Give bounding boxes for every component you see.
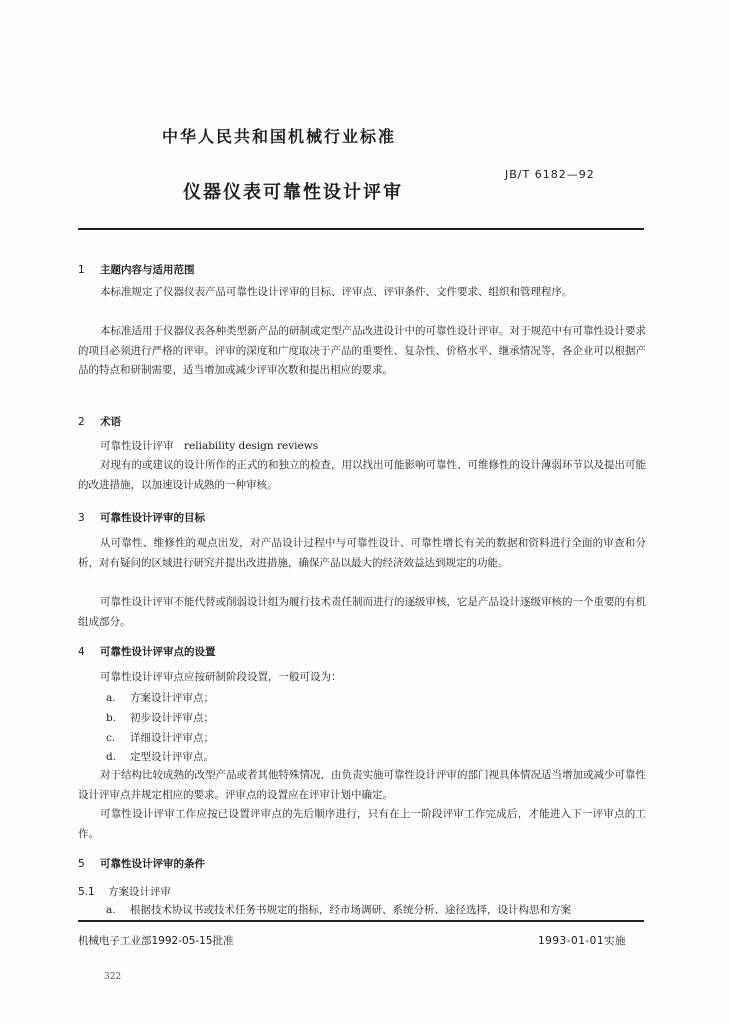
section-number: 1 bbox=[78, 264, 85, 276]
list-item: d. 定型设计评审点。 bbox=[106, 751, 214, 763]
document-title: 仪器仪表可靠性设计评审 bbox=[183, 182, 403, 203]
standard-code: JB/T 6182—92 bbox=[505, 168, 595, 181]
section-4-paragraph-1: 对于结构比较成熟的改型产品或者其他特殊情况，由负责实施可靠性设计评审的部门视具体情况适当增加或减少可靠性设计评审点并规定相应的要求。评审点的设置应在评审计划中确定。 bbox=[78, 769, 646, 801]
section-title: 可靠性设计评审点的设置 bbox=[100, 646, 216, 658]
section-3-paragraph-2: 可靠性设计评审不能代替或削弱设计组为履行技术责任制而进行的逐级审核，它是产品设计逐级审核的一个重要的有机组成部分。 bbox=[78, 596, 646, 628]
section-2-heading bbox=[78, 414, 121, 429]
subsection-number: 5.1 bbox=[78, 886, 95, 898]
section-title: 术语 bbox=[100, 416, 121, 428]
section-1-paragraph-2: 本标准适用于仪器仪表各种类型新产品的研制或定型产品改进设计中的可靠性设计评审。对于规范中有可靠性设计要求的项目必须进行严格的评审。评审的深度和广度取决于产品的重要性、复杂性、价格水平、继承情况等，各企业可以根据产品的特点和研制需要，适当增加或减少评审次数和提出相应的要求。 bbox=[78, 325, 646, 376]
standard-org-title: 中华人民共和国机械行业标准 bbox=[162, 127, 397, 146]
approval-date: 机械电子工业部1992-05-15批准 bbox=[78, 935, 234, 947]
list-item: a. 方案设计评审点； bbox=[106, 692, 214, 704]
section-1-paragraph-1: 本标准规定了仪器仪表产品可靠性设计评审的目标、评审点、评审条件、文件要求、组织和管理程序。 bbox=[100, 286, 573, 298]
section-1-heading bbox=[78, 262, 195, 277]
section-number: 5 bbox=[78, 858, 85, 870]
list-item: b. 初步设计评审点； bbox=[106, 712, 214, 724]
list-item: a. 根据技术协议书或技术任务书规定的指标，经市场调研、系统分析、途径选择，设计构思和方案 bbox=[106, 904, 571, 916]
subsection-title: 方案设计评审 bbox=[108, 886, 171, 898]
section-3-paragraph-1: 从可靠性、维修性的观点出发，对产品设计过程中与可靠性设计、可靠性增长有关的数据和资料进行全面的审查和分析，对有疑问的区域进行研究并提出改进措施，确保产品以最大的经济效益达到规定的功能。 bbox=[78, 537, 646, 569]
page-number: 322 bbox=[104, 972, 122, 982]
subsection-5-1-heading bbox=[78, 884, 171, 899]
section-title: 可靠性设计评审的条件 bbox=[100, 858, 205, 870]
section-4-paragraph-2: 可靠性设计评审工作应按已设置评审点的先后顺序进行，只有在上一阶段评审工作完成后，才能进入下一评审点的工作。 bbox=[78, 808, 646, 840]
section-5-heading bbox=[78, 856, 205, 871]
header-rule bbox=[78, 228, 644, 230]
section-4-heading bbox=[78, 644, 216, 659]
term-definition-title: 可靠性设计评审 reliability design reviews bbox=[100, 440, 319, 452]
list-item: c. 详细设计评审点； bbox=[106, 732, 214, 744]
section-title: 可靠性设计评审的目标 bbox=[100, 512, 205, 524]
footer-rule bbox=[78, 920, 644, 922]
section-number: 4 bbox=[78, 646, 85, 658]
section-number: 3 bbox=[78, 512, 85, 524]
section-title: 主题内容与适用范围 bbox=[100, 264, 195, 276]
section-4-intro: 可靠性设计评审点应按研制阶段设置，一般可设为： bbox=[100, 671, 342, 683]
section-3-heading bbox=[78, 510, 205, 525]
effective-date: 1993-01-01实施 bbox=[538, 935, 627, 947]
term-definition: 对现有的或建议的设计所作的正式的和独立的检查，用以找出可能影响可靠性、可维修性的设计薄弱环节以及提出可能的改进措施，以加速设计成熟的一种审核。 bbox=[78, 459, 646, 491]
section-number: 2 bbox=[78, 416, 85, 428]
